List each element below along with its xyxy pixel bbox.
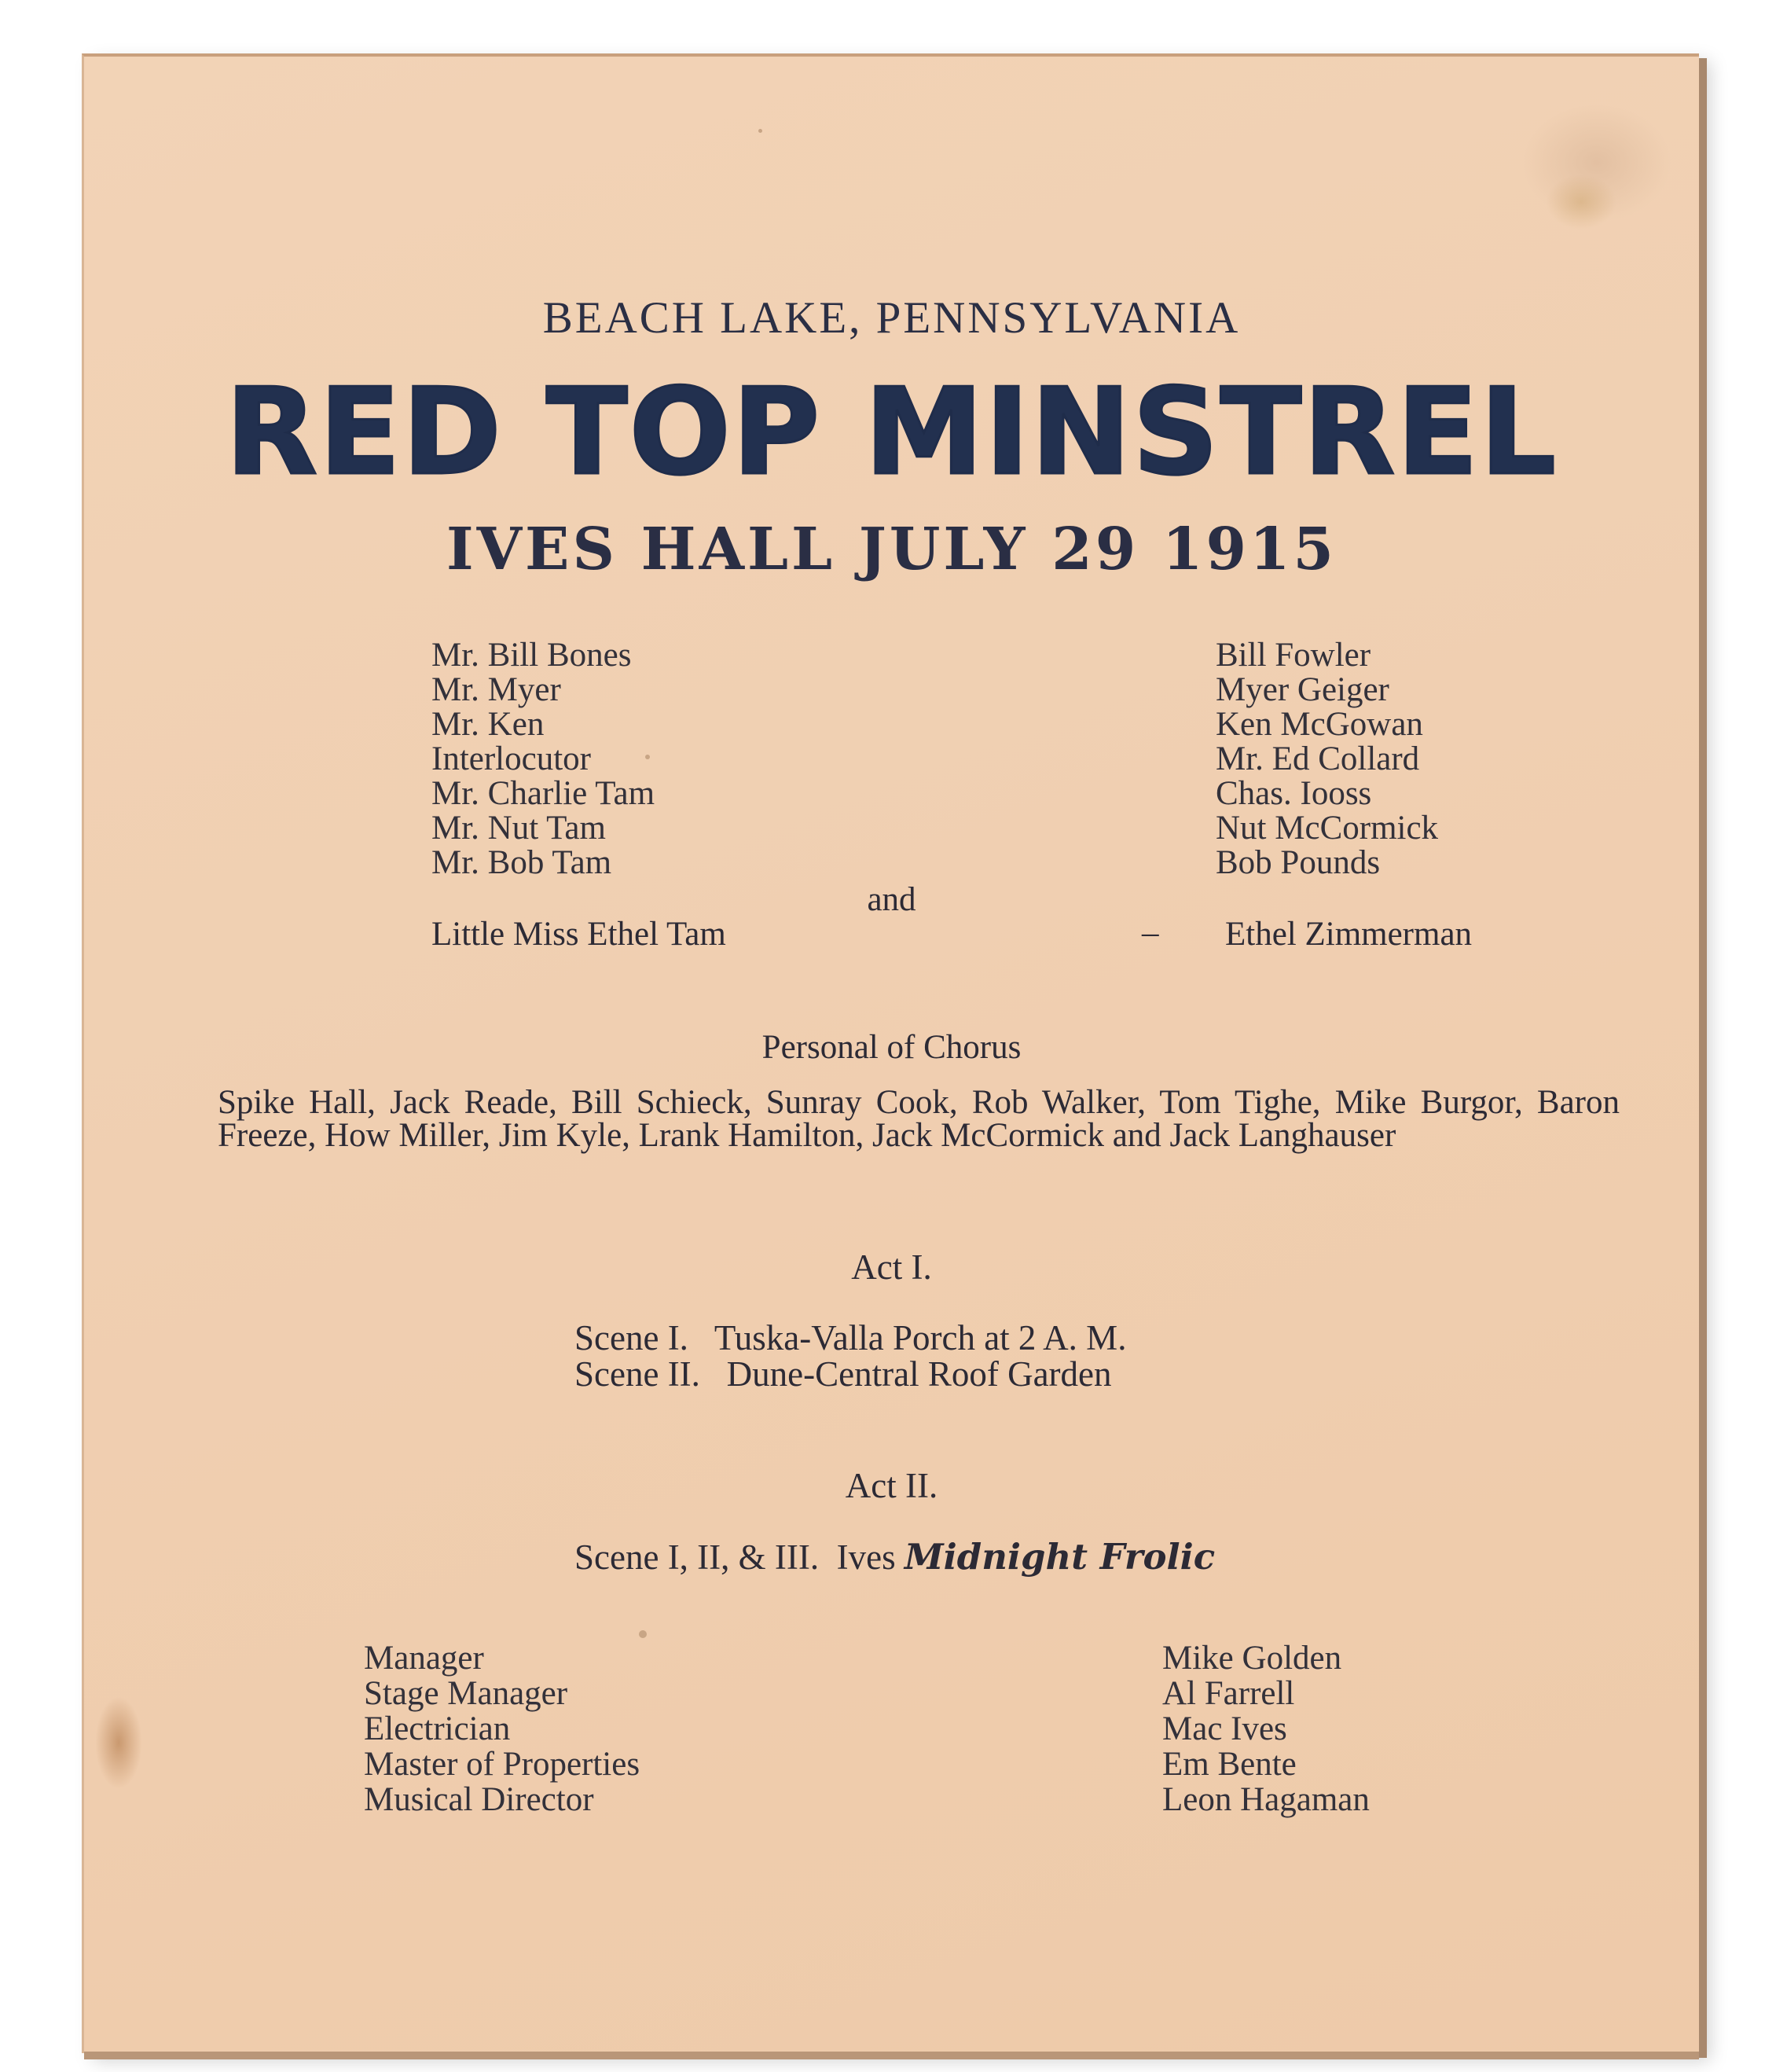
program-card	[82, 53, 1699, 2053]
crew-role: Electrician	[364, 1710, 511, 1747]
cast-roles	[431, 638, 655, 880]
cast-role: Little Miss Ethel Tam	[431, 916, 726, 953]
scene-line: Scene II. Dune-Central Roof Garden	[574, 1354, 1112, 1394]
cast-actors	[1216, 638, 1438, 880]
show-title: RED TOP MINSTREL	[225, 362, 1558, 501]
stain-mark	[1546, 175, 1616, 230]
location-heading: BEACH LAKE, PENNSYLVANIA	[542, 293, 1241, 343]
cast-actor: Ethel Zimmerman	[1225, 916, 1473, 953]
cast-role: Mr. Charlie Tam	[431, 775, 655, 812]
chorus-members: Spike Hall, Jack Reade, Bill Schieck, Sunray Cook, Rob Walker, Tom Tighe, Mike Burgor, Baron Freeze, How Miller, Jim Kyle, Lrank Hamilton, Jack McCormick and Jack Langhauser	[218, 1084, 1620, 1154]
cast-role: Mr. Bill Bones	[431, 637, 632, 674]
venue-date: IVES HALL JULY 29 1915	[446, 516, 1337, 583]
crew-role: Manager	[364, 1640, 484, 1677]
chorus-heading: Personal of Chorus	[761, 1029, 1022, 1066]
crew-name: Mike Golden	[1162, 1640, 1342, 1677]
crew-role: Master of Properties	[364, 1746, 640, 1783]
cast-role: Mr. Nut Tam	[431, 810, 606, 847]
frolic-title: Midnight Frolic	[904, 1536, 1216, 1578]
cast-role: Interlocutor	[431, 740, 591, 777]
cast-actor: Chas. Iooss	[1216, 775, 1372, 812]
crew-name: Em Bente	[1162, 1746, 1297, 1783]
scene-line: Scene I. Tuska-Valla Porch at 2 A. M.	[574, 1318, 1127, 1357]
act-heading: Act II.	[845, 1466, 938, 1505]
crew-name: Al Farrell	[1162, 1675, 1295, 1712]
cast-actor: Myer Geiger	[1216, 671, 1389, 708]
dash-separator: –	[1142, 914, 1159, 951]
cast-actor: Bill Fowler	[1216, 637, 1371, 674]
act-heading: Act I.	[851, 1247, 932, 1287]
cast-actor: Mr. Ed Collard	[1216, 740, 1420, 777]
crew-role: Musical Director	[364, 1781, 594, 1818]
cast-actor: Nut McCormick	[1216, 810, 1439, 847]
crew-name: Mac Ives	[1162, 1710, 1287, 1747]
crew-names	[1162, 1641, 1370, 1818]
speck	[758, 129, 762, 133]
speck	[639, 1630, 647, 1638]
cast-role: Mr. Ken	[431, 706, 545, 743]
and-connector: and	[867, 881, 916, 918]
crew-role: Stage Manager	[364, 1675, 568, 1712]
cast-actor: Bob Pounds	[1216, 844, 1381, 881]
cast-actor: Ken McGowan	[1216, 706, 1423, 743]
cast-role: Mr. Bob Tam	[431, 844, 612, 881]
stain-mark	[1522, 104, 1671, 222]
scene-line	[574, 1536, 1215, 1578]
crew-roles	[364, 1641, 640, 1818]
stain-mark	[95, 1696, 142, 1789]
cast-role: Mr. Myer	[431, 671, 561, 708]
crew-name: Leon Hagaman	[1162, 1781, 1370, 1818]
scene-prefix: Scene I, II, & III. Ives	[574, 1537, 905, 1577]
